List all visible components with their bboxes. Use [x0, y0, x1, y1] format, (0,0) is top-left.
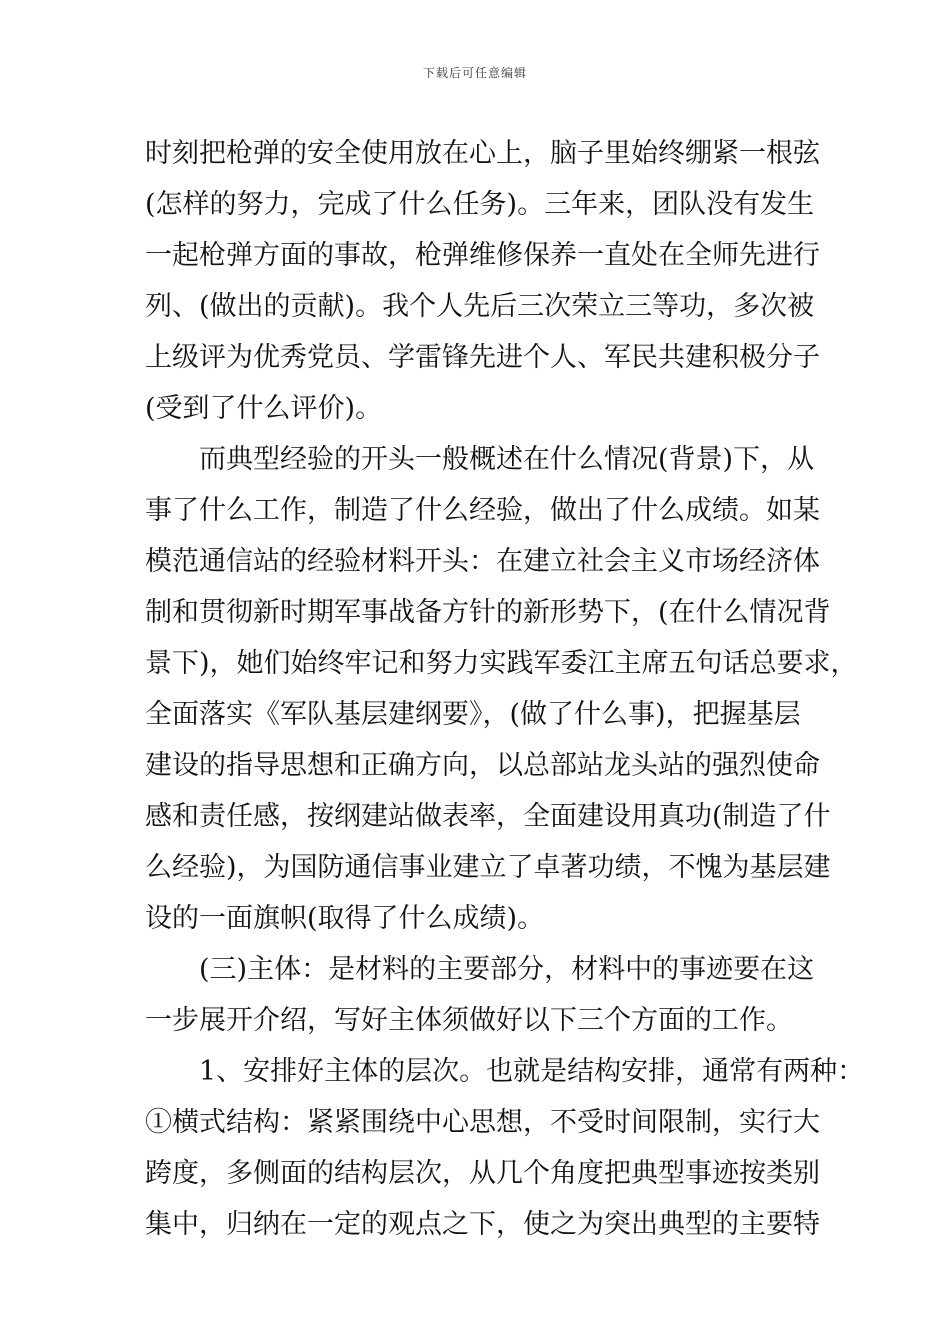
text-line: 设的一面旗帜(取得了什么成绩)。 — [145, 903, 545, 934]
text-line: (怎样的努力，完成了什么任务)。三年来，团队没有发生 — [145, 189, 815, 220]
text-line: 集中，归纳在一定的观点之下，使之为突出典型的主要特 — [145, 1209, 820, 1240]
text-line: 制和贯彻新时期军事战备方针的新形势下，(在什么情况背 — [145, 597, 831, 628]
page-header: 下载后可任意编辑 — [422, 66, 527, 80]
text-line: 一步展开介绍，写好主体须做好以下三个方面的工作。 — [145, 1005, 793, 1036]
text-line: 事了什么工作，制造了什么经验，做出了什么成绩。如某 — [145, 495, 820, 526]
text-line: 感和责任感，按纲建站做表率，全面建设用真功(制造了什 — [145, 801, 831, 832]
text-line: 列、(做出的贡献)。我个人先后三次荣立三等功，多次被 — [145, 291, 815, 322]
text-line: 而典型经验的开头一般概述在什么情况(背景)下，从 — [145, 444, 815, 475]
text-line: 1、安排好主体的层次。也就是结构安排，通常有两种： — [145, 1056, 865, 1087]
text-line: 模范通信站的经验材料开头：在建立社会主义市场经济体 — [145, 546, 820, 577]
text-line: 景下)，她们始终牢记和努力实践军委江主席五句话总要求， — [145, 648, 858, 679]
text-line: 跨度，多侧面的结构层次，从几个角度把典型事迹按类别 — [145, 1158, 820, 1189]
text-line: 么经验)，为国防通信事业建立了卓著功绩，不愧为基层建 — [145, 852, 831, 883]
text-line: ①横式结构：紧紧围绕中心思想，不受时间限制，实行大 — [145, 1107, 820, 1138]
text-line: 时刻把枪弹的安全使用放在心上，脑子里始终绷紧一根弦 — [145, 138, 820, 169]
text-line: (三)主体：是材料的主要部分，材料中的事迹要在这 — [145, 954, 815, 985]
text-line: 全面落实《军队基层建纲要》，(做了什么事)，把握基层 — [145, 699, 801, 730]
body-text — [145, 128, 865, 1250]
text-line: (受到了什么评价)。 — [145, 393, 383, 424]
text-line: 一起枪弹方面的事故，枪弹维修保养一直处在全师先进行 — [145, 240, 820, 271]
text-line: 建设的指导思想和正确方向，以总部站龙头站的强烈使命 — [145, 750, 820, 781]
text-line: 上级评为优秀党员、学雷锋先进个人、军民共建积极分子 — [145, 342, 820, 373]
